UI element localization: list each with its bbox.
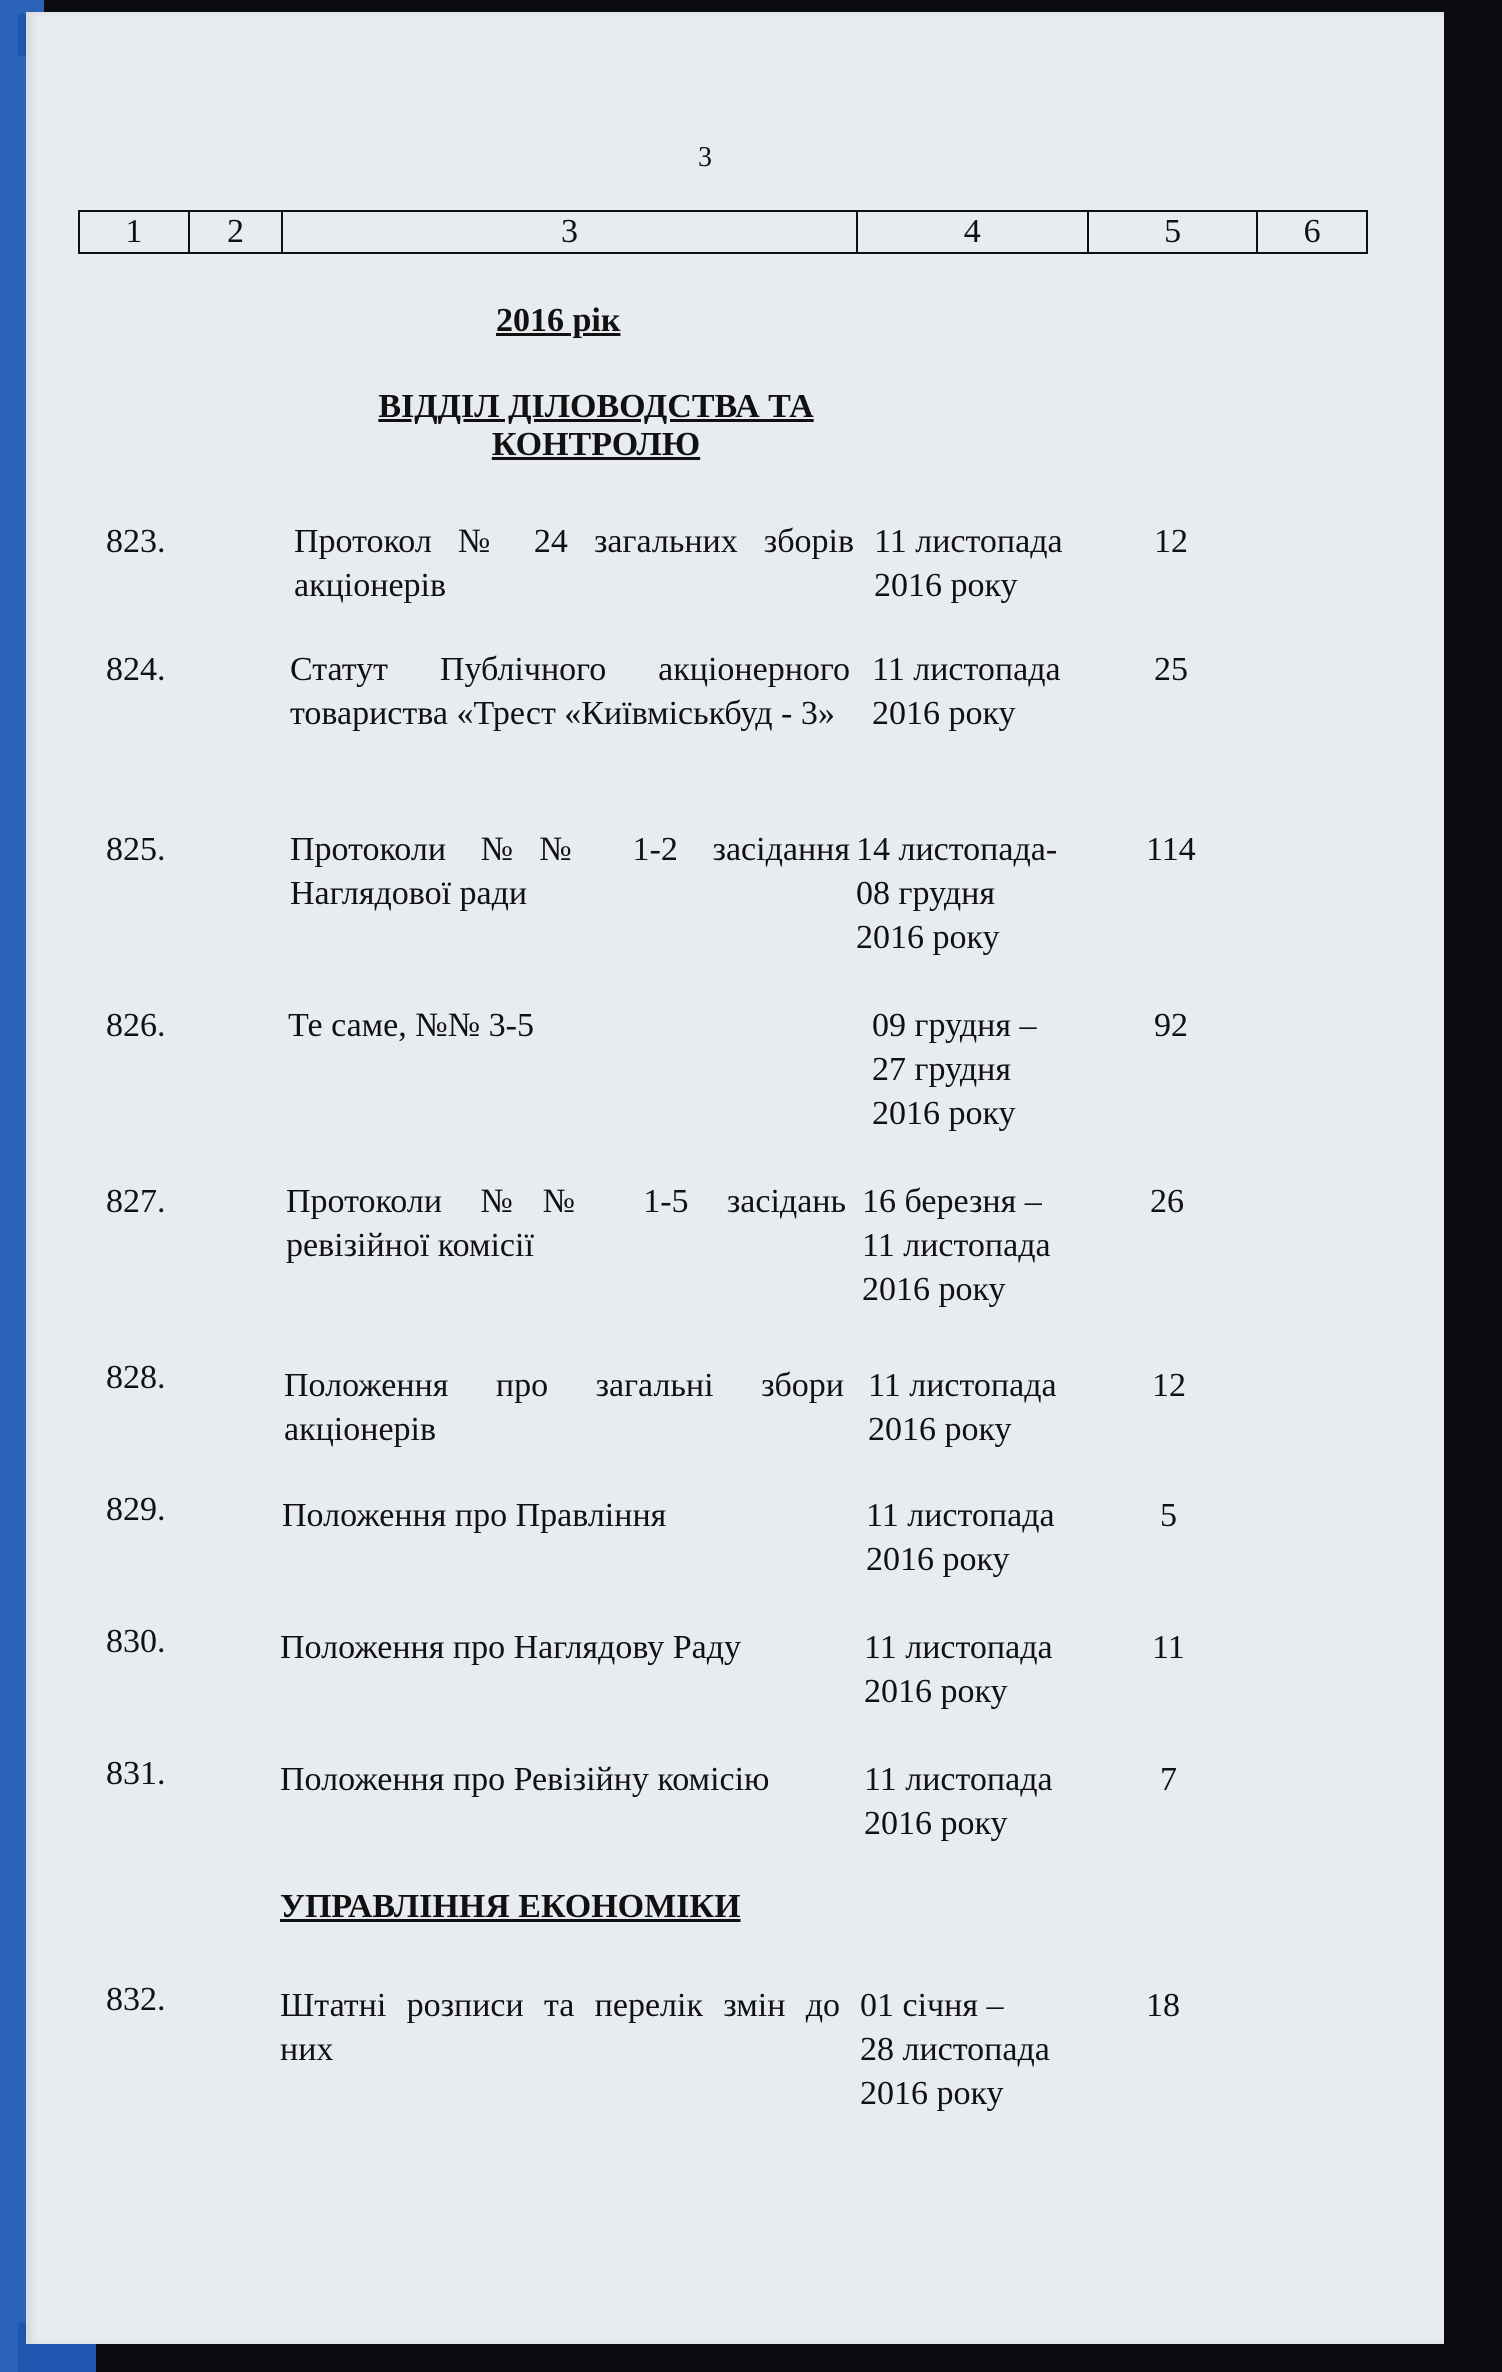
item-count: 12	[1152, 1367, 1186, 1404]
item-number: 825.	[106, 831, 166, 868]
item-title: Протоколи №№ 1-2 засідання Наглядової ради	[290, 831, 850, 912]
section-heading-economics: УПРАВЛІННЯ ЕКОНОМІКИ	[280, 1888, 741, 1925]
item-number: 823.	[106, 523, 166, 560]
item-number: 828.	[106, 1359, 166, 1396]
section-heading-line-2: КОНТРОЛЮ	[491, 426, 701, 463]
column-header-2: 2	[190, 212, 284, 252]
item-title: Положення про загальні збори акціонерів	[284, 1367, 844, 1448]
item-title: Статут Публічного акціонерного товариства «Трест «Київміськбуд - 3»	[290, 651, 850, 732]
item-number: 827.	[106, 1183, 166, 1220]
item-number: 832.	[106, 1981, 166, 2018]
item-date: 11 листопада 2016 року	[868, 1367, 1057, 1448]
item-title: Те саме, №№ 3-5	[288, 1007, 534, 1044]
item-number: 826.	[106, 1007, 166, 1044]
item-date: 16 березня – 11 листопада 2016 року	[862, 1183, 1051, 1308]
item-date: 01 січня – 28 листопада 2016 року	[860, 1987, 1050, 2112]
item-title: Протокол № 24 загальних зборів акціонерів	[294, 523, 854, 604]
item-date: 11 листопада 2016 року	[864, 1761, 1053, 1842]
item-count: 11	[1152, 1629, 1185, 1666]
column-header-6: 6	[1303, 213, 1321, 250]
item-count: 5	[1160, 1497, 1177, 1534]
item-date: 09 грудня – 27 грудня 2016 року	[872, 1007, 1037, 1132]
item-count: 92	[1154, 1007, 1188, 1044]
year-heading: 2016 рік	[496, 302, 621, 339]
item-count: 114	[1146, 831, 1196, 868]
page-number: 3	[698, 142, 712, 173]
item-number: 830.	[106, 1623, 166, 1660]
column-header-1: 1	[80, 212, 190, 252]
column-header-5: 5	[1089, 212, 1258, 252]
item-date: 11 листопада 2016 року	[866, 1497, 1055, 1578]
item-count: 12	[1154, 523, 1188, 560]
item-date: 14 листопада- 08 грудня 2016 року	[856, 831, 1058, 956]
section-heading-line-1: ВІДДІЛ ДІЛОВОДСТВА ТА	[378, 388, 814, 425]
item-title: Положення про Правління	[282, 1497, 667, 1534]
item-count: 25	[1154, 651, 1188, 688]
column-header-table	[78, 210, 1368, 254]
item-count: 18	[1146, 1987, 1180, 2024]
item-title: Положення про Ревізійну комісію	[280, 1761, 770, 1798]
item-count: 7	[1160, 1761, 1177, 1798]
item-number: 829.	[106, 1491, 166, 1528]
item-date: 11 листопада 2016 року	[872, 651, 1061, 732]
item-count: 26	[1150, 1183, 1184, 1220]
column-header-4: 4	[858, 212, 1089, 252]
item-date: 11 листопада 2016 року	[864, 1629, 1053, 1710]
section-heading-records-office	[296, 388, 896, 464]
item-title: Протоколи №№ 1-5 засідань ревізійної комісії	[286, 1183, 846, 1264]
column-header-3: 3	[283, 212, 857, 252]
item-title: Штатні розписи та перелік змін до них	[280, 1987, 840, 2068]
document-page	[26, 12, 1444, 2344]
item-date: 11 листопада 2016 року	[874, 523, 1063, 604]
item-number: 831.	[106, 1755, 166, 1792]
item-number: 824.	[106, 651, 166, 688]
item-title: Положення про Наглядову Раду	[280, 1629, 742, 1666]
